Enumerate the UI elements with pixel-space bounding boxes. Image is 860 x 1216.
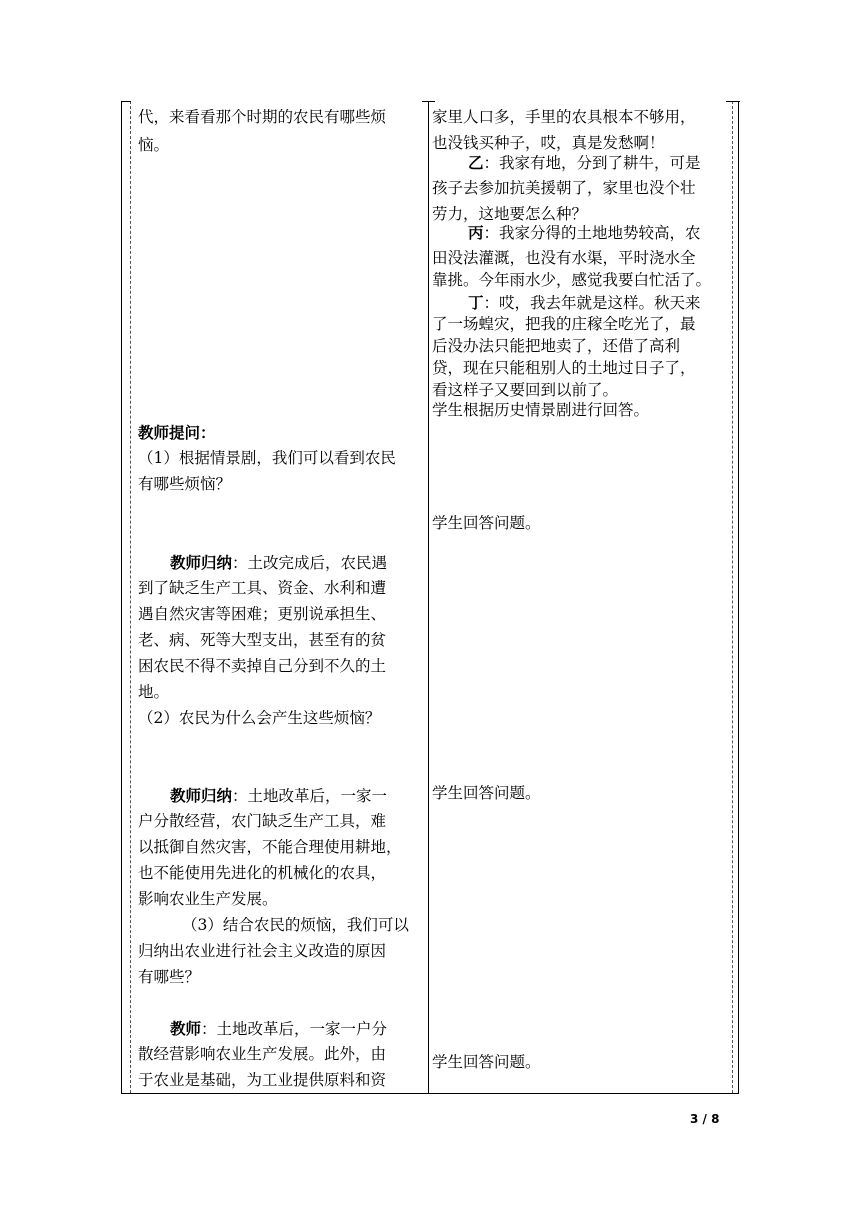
- teacher-line-1: 教师：土地改革后，一家一户分: [170, 1019, 388, 1038]
- student-answer-2: 学生回答问题。: [432, 784, 541, 802]
- question-2: （2）农民为什么会产生这些烦恼？: [138, 709, 381, 727]
- dialogue-bing-line-1: 丙：我家分得的土地地势较高，农: [468, 223, 701, 242]
- speaker-yi: 乙: [468, 153, 484, 172]
- column-divider: [428, 101, 429, 1093]
- speaker-ding: 丁: [468, 293, 484, 312]
- question-3-line-2: 归纳出农业进行社会主义改造的原因: [138, 942, 387, 960]
- summary-1-line-6: 地。: [138, 683, 170, 701]
- top-tick-right: [726, 101, 740, 102]
- summary-1-label: 教师归纳: [170, 553, 233, 572]
- question-1-line-1: （1）根据情景剧，我们可以看到农民: [138, 449, 396, 467]
- dialogue-ding-line-2: 了一场蝗灾，把我的庄稼全吃光了，最: [432, 315, 696, 333]
- summary-1-line-3: 遇自然灾害等困难；更别说承担生、: [138, 605, 387, 623]
- speaker-bing: 丙: [468, 223, 484, 242]
- summary-1-line-4: 老、病、死等大型支出，甚至有的贫: [138, 631, 387, 649]
- dialogue-yi-line-3: 劳力，这地要怎么种？: [432, 205, 588, 223]
- dialogue-ding-line-1: 丁：哎，我去年就是这样。秋天来: [468, 293, 701, 312]
- summary-2-line-2: 户分散经营，农门缺乏生产工具，难: [138, 812, 387, 830]
- student-scene-response: 学生根据历史情景剧进行回答。: [432, 401, 650, 419]
- summary-2-line-1: 教师归纳：土地改革后，一家一: [170, 786, 388, 805]
- question-1-line-2: 有哪些烦恼？: [138, 475, 232, 493]
- student-answer-1: 学生回答问题。: [432, 514, 541, 532]
- question-3-line-1: （3）结合农民的烦恼，我们可以: [182, 916, 409, 934]
- intro-line-2: 恼。: [138, 136, 170, 154]
- student-answer-3: 学生回答问题。: [432, 1053, 541, 1071]
- dialogue-ding-line-4: 贷，现在只能租别人的土地过日子了，: [432, 359, 696, 377]
- dialogue-bing-line-2: 田没法灌溉，也没有水渠，平时浇水全: [432, 249, 696, 267]
- intro-line-1: 代，来看看那个时期的农民有哪些烦: [138, 108, 387, 126]
- dialogue-ding-line-3: 后没办法只能把地卖了，还借了高利: [432, 337, 681, 355]
- summary-2-line-4: 也不能使用先进化的机械化的农具，: [138, 864, 387, 882]
- dialogue-ding-line-5: 看这样子又要回到以前了。: [432, 381, 619, 399]
- teacher-label: 教师: [170, 1019, 202, 1038]
- top-tick-mid: [422, 101, 435, 102]
- teacher-line-2: 散经营影响农业生产发展。此外，由: [138, 1045, 387, 1063]
- summary-2-line-5: 影响农业生产发展。: [138, 890, 278, 908]
- summary-2-label: 教师归纳: [170, 786, 233, 805]
- teacher-line-3: 于农业是基础，为工业提供原料和资: [138, 1071, 387, 1089]
- teacher-ask-heading: 教师提问：: [138, 423, 216, 442]
- dialogue-jia-line-2: 也没钱买种子，哎，真是发愁啊！: [432, 134, 665, 152]
- dialogue-jia-line-1: 家里人口多，手里的农具根本不够用，: [432, 108, 696, 126]
- right-dashed-border: [732, 101, 733, 1093]
- top-tick-left: [121, 101, 131, 102]
- dialogue-yi-line-2: 孩子去参加抗美援朝了，家里也没个壮: [432, 179, 696, 197]
- dialogue-bing-line-3: 靠挑。今年雨水少，感觉我要白忙活了。: [432, 271, 712, 289]
- dialogue-yi-line-1: 乙：我家有地，分到了耕牛，可是: [468, 153, 701, 172]
- summary-1-line-5: 困农民不得不卖掉自己分到不久的土: [138, 657, 387, 675]
- summary-1-line-1: 教师归纳：土改完成后，农民遇: [170, 553, 388, 572]
- summary-2-line-3: 以抵御自然灾害，不能合理使用耕地，: [138, 838, 402, 856]
- summary-1-line-2: 到了缺乏生产工具、资金、水利和遭: [138, 579, 387, 597]
- left-dashed-border: [130, 101, 131, 1093]
- page-number: 3 / 8: [690, 1112, 720, 1126]
- question-3-line-3: 有哪些？: [138, 968, 201, 986]
